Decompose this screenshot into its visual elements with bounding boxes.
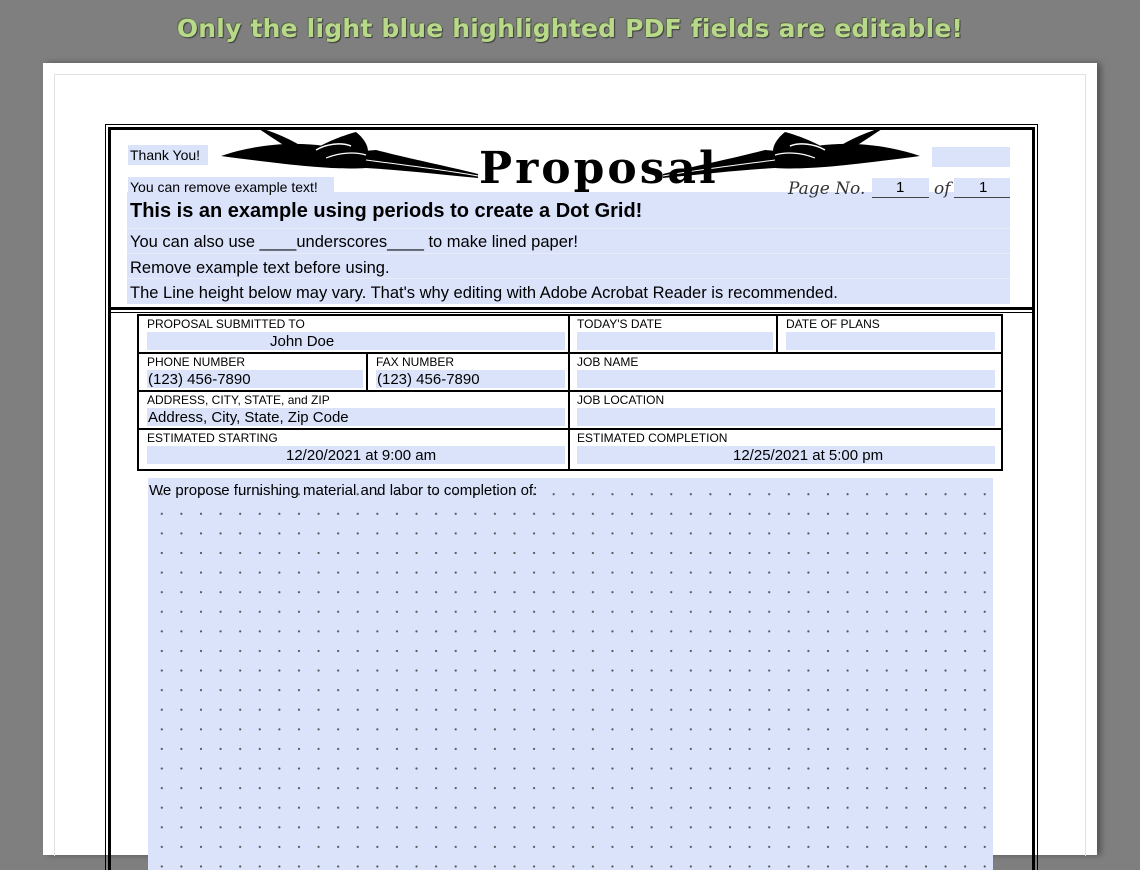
top-right-field[interactable] — [932, 147, 1010, 167]
date-of-plans-field[interactable] — [786, 332, 995, 350]
editable-fields-banner: Only the light blue highlighted PDF fields are editable! — [176, 14, 964, 43]
page-total-value: 1 — [979, 179, 988, 196]
thank-you-text: Thank You! — [130, 147, 201, 163]
row-divider — [139, 390, 1001, 392]
fax-value: (123) 456-7890 — [377, 371, 480, 388]
row-divider — [139, 352, 1001, 354]
header-line-3: Remove example text before using. — [130, 259, 390, 277]
header-line-sep — [127, 253, 1010, 254]
proposal-intro-text: We propose furnishing material and labor to completion of: — [149, 482, 538, 499]
est-completion-value: 12/25/2021 at 5:00 pm — [733, 447, 884, 464]
proposal-title: Proposal — [479, 143, 719, 194]
header-line-1: This is an example using periods to create a Dot Grid! — [130, 200, 643, 222]
job-name-label: JOB NAME — [577, 355, 639, 369]
row-divider — [139, 428, 1001, 430]
header-line-2: You can also use ____underscores____ to make lined paper! — [130, 233, 578, 251]
dot-grid-field[interactable] — [148, 478, 993, 870]
submitted-to-field[interactable] — [147, 332, 565, 350]
address-value: Address, City, State, Zip Code — [148, 409, 349, 426]
pdf-page — [43, 63, 1097, 855]
phone-value: (123) 456-7890 — [148, 371, 251, 388]
submitted-to-label: PROPOSAL SUBMITTED TO — [147, 317, 305, 331]
page-no-value: 1 — [896, 179, 905, 196]
job-name-field[interactable] — [577, 370, 995, 388]
header-divider — [111, 307, 1032, 310]
col-divider — [776, 316, 778, 352]
col-divider — [366, 352, 368, 390]
header-line-sep — [127, 278, 1010, 279]
page-no-label: Page No. — [788, 179, 866, 199]
header-line-4: The Line height below may vary. That's why editing with Adobe Acrobat Reader is recommended. — [130, 284, 838, 302]
est-start-label: ESTIMATED STARTING — [147, 431, 278, 445]
remove-example-text: You can remove example text! — [130, 179, 318, 195]
address-label: ADDRESS, CITY, STATE, and ZIP — [147, 393, 330, 407]
col-divider — [568, 316, 570, 469]
date-of-plans-label: DATE OF PLANS — [786, 317, 880, 331]
bird-ornament-left-icon — [216, 122, 481, 194]
header-divider-thin — [111, 312, 1032, 313]
proposal-frame — [108, 127, 1035, 870]
todays-date-label: TODAY'S DATE — [577, 317, 662, 331]
of-label: of — [934, 179, 951, 199]
job-location-label: JOB LOCATION — [577, 393, 665, 407]
fax-label: FAX NUMBER — [376, 355, 455, 369]
submitted-to-value: John Doe — [270, 333, 335, 350]
todays-date-field[interactable] — [577, 332, 773, 350]
est-completion-label: ESTIMATED COMPLETION — [577, 431, 728, 445]
job-location-field[interactable] — [577, 408, 995, 426]
est-start-value: 12/20/2021 at 9:00 am — [286, 447, 437, 464]
info-table — [137, 314, 1003, 471]
phone-label: PHONE NUMBER — [147, 355, 246, 369]
header-line-sep — [127, 228, 1010, 229]
